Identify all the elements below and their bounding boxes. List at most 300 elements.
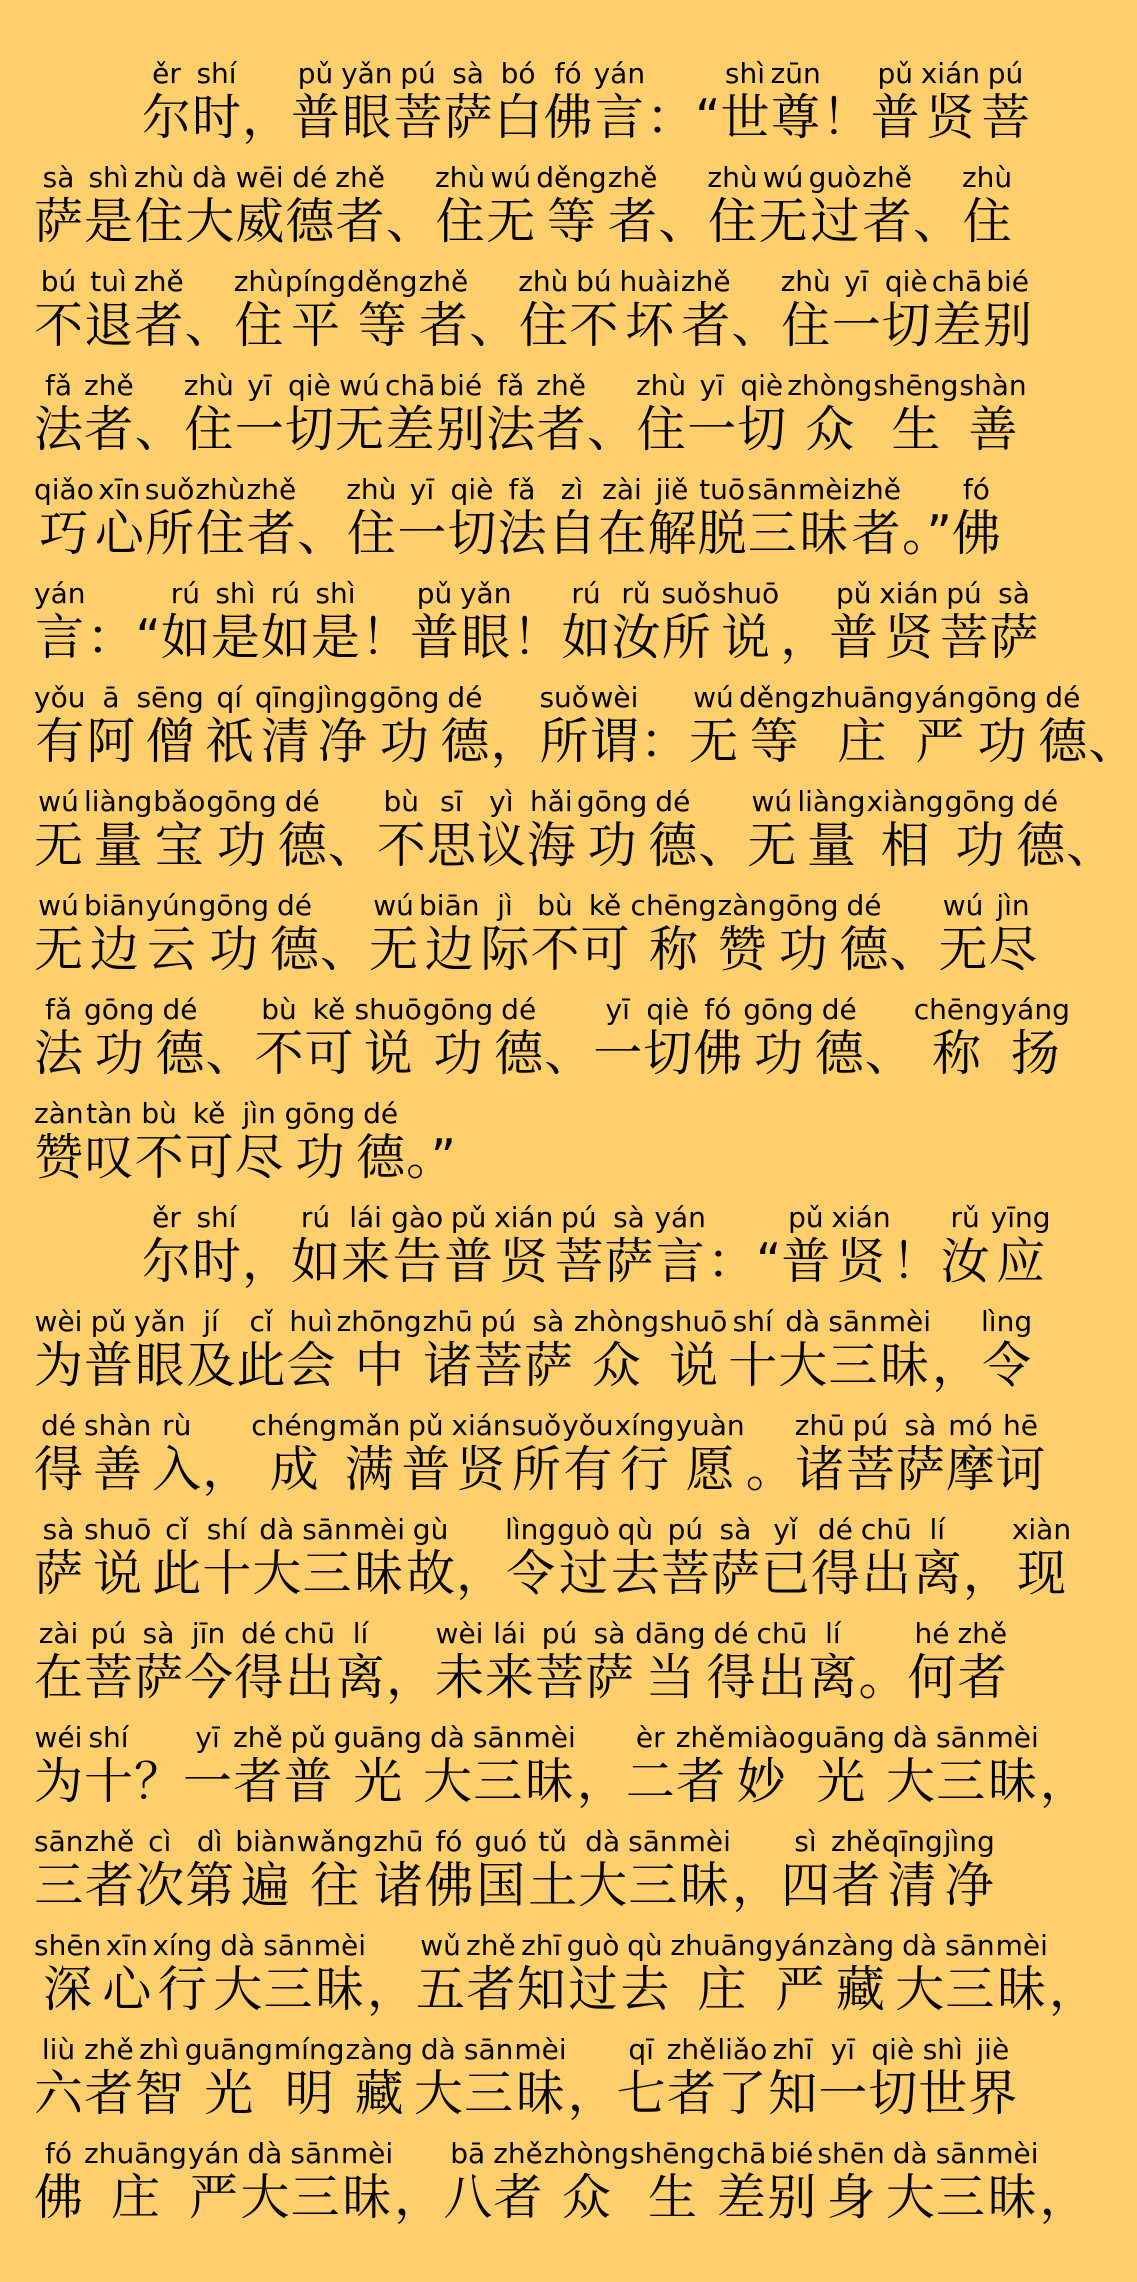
hanzi-with-pinyin <box>345 2033 413 2122</box>
hanzi-char: 德 <box>155 1025 205 1082</box>
hanzi-with-pinyin <box>333 1721 422 1810</box>
hanzi-char: 切 <box>868 2065 918 2122</box>
pinyin: kě <box>184 1097 234 1130</box>
pinyin: pú <box>845 1409 895 1442</box>
hanzi-char: 昧 <box>678 1857 731 1914</box>
hanzi-with-pinyin <box>989 577 1039 666</box>
hanzi-char: 严 <box>774 1961 826 2018</box>
text-line <box>34 1598 1060 1706</box>
hanzi-with-pinyin <box>136 681 204 770</box>
hanzi-with-pinyin <box>561 577 611 666</box>
hanzi-with-pinyin <box>808 161 862 250</box>
pinyin: bú <box>34 265 83 298</box>
hanzi-with-pinyin <box>659 1305 728 1394</box>
hanzi-with-pinyin <box>195 473 246 562</box>
pinyin: wǔ <box>416 1929 466 1962</box>
punctuation: ， <box>242 89 292 146</box>
pinyin: zhù <box>195 473 246 506</box>
hanzi-char: 贤 <box>879 609 939 666</box>
hanzi-char: 德 <box>269 921 319 978</box>
hanzi-with-pinyin <box>142 1201 192 1290</box>
hanzi-char: 诸 <box>373 1857 424 1914</box>
hanzi-with-pinyin <box>135 1825 185 1914</box>
hanzi-with-pinyin <box>593 57 646 146</box>
pinyin: zhě <box>666 2033 717 2066</box>
pinyin: pú <box>939 577 989 610</box>
pinyin: zhě <box>536 369 586 402</box>
hanzi-with-pinyin <box>34 2137 84 2226</box>
hanzi-char: 不 <box>254 1025 304 1082</box>
hanzi-char: 五 <box>416 1961 466 2018</box>
hanzi-char: 三 <box>302 1545 352 1602</box>
hanzi-char: 萨 <box>523 1337 573 1394</box>
pinyin: pǔ <box>283 1721 333 1754</box>
hanzi-char: 祇 <box>204 713 254 770</box>
hanzi-with-pinyin <box>607 161 658 250</box>
hanzi-with-pinyin <box>981 1305 1033 1394</box>
text-line <box>34 246 1060 354</box>
hanzi-char: 大 <box>578 1857 628 1914</box>
hanzi-with-pinyin <box>907 1617 957 1706</box>
hanzi-char: 边 <box>419 921 480 978</box>
hanzi-char: 一 <box>831 297 881 354</box>
hanzi-with-pinyin <box>234 1097 284 1186</box>
pinyin: jìng <box>943 1825 995 1858</box>
pinyin: zhuāng <box>670 1929 774 1962</box>
pinyin: děng <box>738 681 810 714</box>
hanzi-char: 三 <box>290 2169 340 2226</box>
pinyin: sān <box>828 1305 878 1338</box>
hanzi-with-pinyin <box>419 889 480 978</box>
hanzi-with-pinyin <box>798 473 851 562</box>
pinyin: ěr <box>142 57 191 90</box>
pinyin: zhù <box>183 369 234 402</box>
hanzi-char: 令 <box>981 1337 1033 1394</box>
hanzi-with-pinyin <box>234 1617 284 1706</box>
text-line <box>34 1806 1060 1914</box>
hanzi-char: 世 <box>720 89 770 146</box>
hanzi-with-pinyin <box>451 1409 511 1498</box>
pinyin: fó <box>543 57 593 90</box>
hanzi-with-pinyin <box>518 265 569 354</box>
hanzi-with-pinyin <box>145 889 198 978</box>
hanzi-with-pinyin <box>424 1825 474 1914</box>
hanzi-char: 者 <box>666 2065 717 2122</box>
hanzi-char: 藏 <box>826 1961 895 2018</box>
hanzi-with-pinyin <box>593 993 643 1082</box>
pinyin: mǎn <box>338 1409 401 1442</box>
punctuation: 、 <box>327 817 377 874</box>
hanzi-with-pinyin <box>246 473 297 562</box>
pinyin: dé <box>34 1409 83 1442</box>
hanzi-with-pinyin <box>426 785 476 874</box>
punctuation: 。 <box>745 1441 795 1498</box>
hanzi-char: 所 <box>511 1441 562 1498</box>
hanzi-with-pinyin <box>536 369 586 458</box>
pinyin: dà <box>240 2137 290 2170</box>
hanzi-char: 十 <box>728 1337 778 1394</box>
pinyin: yán <box>593 57 646 90</box>
hanzi-char: 等 <box>738 713 810 770</box>
hanzi-with-pinyin <box>94 473 144 562</box>
hanzi-with-pinyin <box>84 265 134 354</box>
hanzi-char: 住 <box>195 505 246 562</box>
hanzi-char: 行 <box>614 1441 675 1498</box>
hanzi-with-pinyin <box>870 57 920 146</box>
text-line <box>34 2014 1060 2122</box>
hanzi-char: 差 <box>384 401 436 458</box>
pinyin: suǒ <box>539 681 589 714</box>
hanzi-with-pinyin <box>737 369 787 458</box>
hanzi-char: 等 <box>536 193 607 250</box>
hanzi-with-pinyin <box>717 2033 768 2122</box>
pinyin: dà <box>885 2137 935 2170</box>
pinyin: dé <box>494 993 544 1026</box>
pinyin: dà <box>886 1721 935 1754</box>
hanzi-with-pinyin <box>34 1513 84 1602</box>
hanzi-char: 普 <box>409 609 459 666</box>
pinyin: shí <box>192 57 242 90</box>
hanzi-with-pinyin <box>84 1513 152 1602</box>
hanzi-with-pinyin <box>459 577 512 666</box>
hanzi-char: 一 <box>593 1025 643 1082</box>
hanzi-with-pinyin <box>160 577 210 666</box>
hanzi-char: 海 <box>526 817 576 874</box>
pinyin: sà <box>989 577 1039 610</box>
hanzi-char: 庄 <box>670 1961 774 2018</box>
hanzi-char: 者 <box>851 505 901 562</box>
pinyin: cǐ <box>236 1305 286 1338</box>
hanzi-char: 如 <box>160 609 210 666</box>
hanzi-char: 无 <box>747 817 797 874</box>
pinyin: guāng <box>796 1721 885 1754</box>
pinyin: huài <box>619 265 680 298</box>
punctuation: 。” <box>406 1129 457 1186</box>
pinyin: pú <box>981 57 1030 90</box>
hanzi-char: 萨 <box>443 89 493 146</box>
hanzi-char: 可 <box>304 1025 354 1082</box>
hanzi-with-pinyin <box>263 1929 313 2018</box>
hanzi-with-pinyin <box>536 161 607 250</box>
hanzi-with-pinyin <box>1016 785 1066 874</box>
hanzi-char: 汝 <box>611 609 661 666</box>
pinyin: dé <box>839 889 889 922</box>
hanzi-with-pinyin <box>313 1929 366 2018</box>
hanzi-with-pinyin <box>710 1513 760 1602</box>
pinyin: yán <box>914 681 966 714</box>
pinyin: qīng <box>254 681 316 714</box>
hanzi-with-pinyin <box>566 1929 620 2018</box>
hanzi-char: 功 <box>198 921 269 978</box>
hanzi-char: 萨 <box>34 1545 84 1602</box>
pinyin: jìng <box>316 681 368 714</box>
hanzi-char: 界 <box>968 2065 1018 2122</box>
punctuation: ， <box>456 1545 506 1602</box>
hanzi-with-pinyin <box>273 2033 345 2122</box>
pinyin: shuō <box>659 1305 728 1338</box>
hanzi-with-pinyin <box>569 265 619 354</box>
pinyin: guāng <box>184 2033 273 2066</box>
pinyin: kě <box>304 993 354 1026</box>
hanzi-char: 为 <box>34 1337 84 1394</box>
pinyin: děng <box>536 161 607 194</box>
pinyin: yún <box>145 889 198 922</box>
punctuation: ， <box>202 1441 252 1498</box>
pinyin: shēn <box>34 1929 102 1962</box>
hanzi-with-pinyin <box>213 1929 263 2018</box>
hanzi-char: 中 <box>336 1337 422 1394</box>
hanzi-char: 昧 <box>340 2169 394 2226</box>
pinyin: jìn <box>988 889 1038 922</box>
hanzi-char: 贤 <box>494 1233 554 1290</box>
hanzi-char: 说 <box>659 1337 728 1394</box>
hanzi-char: 量 <box>797 817 866 874</box>
pinyin: yī <box>183 1721 233 1754</box>
hanzi-with-pinyin <box>576 785 648 874</box>
hanzi-with-pinyin <box>192 1201 242 1290</box>
hanzi-char: 不 <box>34 297 84 354</box>
hanzi-with-pinyin <box>562 1409 614 1498</box>
pinyin: xiàn <box>1011 1513 1072 1546</box>
hanzi-with-pinyin <box>152 1929 213 2018</box>
hanzi-with-pinyin <box>523 1305 573 1394</box>
pinyin: zhù <box>346 473 397 506</box>
hanzi-char: 过 <box>557 1545 610 1602</box>
hanzi-with-pinyin <box>573 1305 659 1394</box>
hanzi-char: 大 <box>778 1337 828 1394</box>
hanzi-with-pinyin <box>966 681 1038 770</box>
hanzi-with-pinyin <box>34 2033 84 2122</box>
hanzi-char: 满 <box>338 1441 401 1498</box>
hanzi-char: 一 <box>818 2065 868 2122</box>
hanzi-with-pinyin <box>84 1305 134 1394</box>
punctuation: ：“ <box>706 1233 782 1290</box>
pinyin: qī <box>616 2033 666 2066</box>
hanzi-with-pinyin <box>134 161 185 250</box>
hanzi-char: 不 <box>530 921 580 978</box>
punctuation: ， <box>367 1961 417 2018</box>
hanzi-char: 僧 <box>136 713 204 770</box>
hanzi-with-pinyin <box>84 161 134 250</box>
hanzi-char: 时 <box>192 89 242 146</box>
pinyin: rú <box>260 577 310 610</box>
pinyin: mèi <box>995 1929 1048 1962</box>
hanzi-with-pinyin <box>918 2033 968 2122</box>
pinyin: sān <box>747 473 798 506</box>
hanzi-char: 住 <box>233 297 284 354</box>
hanzi-char: 住 <box>183 401 234 458</box>
pinyin: zhě <box>246 473 297 506</box>
hanzi-char: 昧 <box>352 1545 406 1602</box>
hanzi-with-pinyin <box>34 889 84 978</box>
pinyin: xíng <box>152 1929 213 1962</box>
hanzi-char: 功 <box>944 817 1016 874</box>
hanzi-char: 光 <box>333 1753 422 1810</box>
hanzi-with-pinyin <box>285 161 335 250</box>
text-line <box>34 454 1060 562</box>
hanzi-char: 住 <box>134 193 185 250</box>
hanzi-with-pinyin <box>153 785 206 874</box>
hanzi-with-pinyin <box>284 265 346 354</box>
hanzi-with-pinyin <box>968 2033 1018 2122</box>
pinyin: pú <box>473 1305 523 1338</box>
pinyin: pǔ <box>829 577 879 610</box>
pinyin: zàn <box>717 889 768 922</box>
pinyin: lìng <box>505 1513 557 1546</box>
hanzi-char: 差 <box>931 297 983 354</box>
pinyin: yǒu <box>562 1409 614 1442</box>
pinyin: zhě <box>607 161 658 194</box>
hanzi-char: 大 <box>252 1545 302 1602</box>
hanzi-char: 藏 <box>345 2065 413 2122</box>
hanzi-char: 大 <box>886 1753 936 1810</box>
hanzi-char: 德 <box>356 1129 406 1186</box>
hanzi-char: 法 <box>486 401 536 458</box>
hanzi-char: 者 <box>862 193 912 250</box>
hanzi-with-pinyin <box>505 1513 557 1602</box>
hanzi-char: 愿 <box>675 1441 745 1498</box>
pinyin: shì <box>210 577 260 610</box>
hanzi-char: 差 <box>716 2169 767 2226</box>
hanzi-char: 坏 <box>619 297 680 354</box>
pinyin: jiè <box>968 2033 1018 2066</box>
hanzi-with-pinyin <box>781 1201 831 1290</box>
pinyin: zhuāng <box>84 2137 187 2170</box>
hanzi-with-pinyin <box>347 265 418 354</box>
punctuation: ：“ <box>646 89 721 146</box>
hanzi-with-pinyin <box>422 993 494 1082</box>
pinyin: lái <box>341 1201 391 1234</box>
hanzi-with-pinyin <box>286 1305 336 1394</box>
hanzi-char: 菩 <box>981 89 1031 146</box>
hanzi-with-pinyin <box>767 2137 817 2226</box>
punctuation: ， <box>1048 1961 1098 2018</box>
pinyin: liǎo <box>717 2033 768 2066</box>
hanzi-with-pinyin <box>316 681 368 770</box>
hanzi-char: 萨 <box>895 1441 945 1498</box>
pinyin: shēng <box>629 2137 716 2170</box>
pinyin: zhě <box>84 369 134 402</box>
hanzi-char: 无 <box>938 921 988 978</box>
hanzi-char: 尽 <box>988 921 1038 978</box>
pinyin: dì <box>185 1825 235 1858</box>
hanzi-char: 令 <box>505 1545 557 1602</box>
pinyin: pǔ <box>401 1409 451 1442</box>
pinyin: yīng <box>990 1201 1051 1234</box>
hanzi-char: 无 <box>34 921 84 978</box>
hanzi-char: 得 <box>810 1545 860 1602</box>
pinyin: yì <box>476 785 526 818</box>
pinyin: sēng <box>136 681 204 714</box>
hanzi-with-pinyin <box>473 1305 523 1394</box>
hanzi-with-pinyin <box>796 1721 885 1810</box>
text-line <box>34 1286 1060 1394</box>
hanzi-char: 无 <box>34 817 84 874</box>
hanzi-char: 知 <box>516 1961 566 2018</box>
hanzi-with-pinyin <box>413 2033 463 2122</box>
hanzi-with-pinyin <box>920 57 980 146</box>
hanzi-char: 出 <box>284 1649 335 1706</box>
hanzi-char: 解 <box>647 505 697 562</box>
pinyin: dà <box>252 1513 302 1546</box>
hanzi-char: 昧 <box>514 2065 567 2122</box>
hanzi-char: 威 <box>235 193 285 250</box>
hanzi-char: 众 <box>787 401 873 458</box>
pinyin: shàn <box>959 369 1027 402</box>
pinyin: dà <box>413 2033 463 2066</box>
hanzi-with-pinyin <box>336 1305 422 1394</box>
hanzi-with-pinyin <box>34 1929 102 2018</box>
punctuation: 、 <box>385 193 435 250</box>
hanzi-char: 等 <box>347 297 418 354</box>
hanzi-char: 所 <box>144 505 195 562</box>
hanzi-char: 智 <box>134 2065 184 2122</box>
pinyin: dé <box>648 785 698 818</box>
pinyin: sī <box>426 785 476 818</box>
pinyin: zhě <box>418 265 469 298</box>
hanzi-with-pinyin <box>943 1825 995 1914</box>
punctuation: ， <box>962 1545 1012 1602</box>
pinyin: huì <box>286 1305 336 1338</box>
text-line <box>34 1078 1060 1186</box>
hanzi-with-pinyin <box>747 473 798 562</box>
hanzi-with-pinyin <box>881 1825 943 1914</box>
pinyin: tǔ <box>528 1825 578 1858</box>
pinyin: qù <box>610 1513 660 1546</box>
pinyin: yī <box>831 265 881 298</box>
hanzi-char: 妙 <box>726 1753 796 1810</box>
hanzi-char: 功 <box>368 713 440 770</box>
hanzi-with-pinyin <box>485 1617 535 1706</box>
pinyin: sà <box>34 161 83 194</box>
hanzi-char: 净 <box>943 1857 995 1914</box>
hanzi-char: 说 <box>711 609 780 666</box>
hanzi-with-pinyin <box>768 889 839 978</box>
hanzi-char: 大 <box>213 1961 263 2018</box>
pinyin: dà <box>778 1305 828 1338</box>
pinyin: zhū <box>794 1409 845 1442</box>
hanzi-char: 住 <box>707 193 758 250</box>
hanzi-with-pinyin <box>931 265 983 354</box>
pinyin: shì <box>310 577 360 610</box>
punctuation: 、 <box>320 921 370 978</box>
hanzi-char: 切 <box>447 505 497 562</box>
hanzi-with-pinyin <box>619 265 680 354</box>
pinyin: dé <box>1038 681 1088 714</box>
hanzi-char: 庄 <box>84 2169 187 2226</box>
pinyin: xīn <box>94 473 144 506</box>
hanzi-char: 第 <box>185 1857 235 1914</box>
hanzi-with-pinyin <box>416 1929 466 2018</box>
hanzi-char: 众 <box>573 1337 659 1394</box>
hanzi-char: 者 <box>84 2065 134 2122</box>
hanzi-with-pinyin <box>879 577 939 666</box>
hanzi-with-pinyin <box>770 57 821 146</box>
pinyin: zì <box>547 473 597 506</box>
hanzi-char: 德 <box>1016 817 1066 874</box>
hanzi-with-pinyin <box>447 473 497 562</box>
hanzi-with-pinyin <box>34 473 94 562</box>
hanzi-with-pinyin <box>406 1513 456 1602</box>
hanzi-char: 贤 <box>831 1233 891 1290</box>
hanzi-with-pinyin <box>291 57 341 146</box>
pinyin: bié <box>983 265 1033 298</box>
pinyin: zhě <box>675 1721 726 1754</box>
hanzi-char: 十 <box>202 1545 252 1602</box>
hanzi-with-pinyin <box>401 1409 451 1498</box>
pinyin: dé <box>277 785 327 818</box>
hanzi-with-pinyin <box>826 1929 895 2018</box>
